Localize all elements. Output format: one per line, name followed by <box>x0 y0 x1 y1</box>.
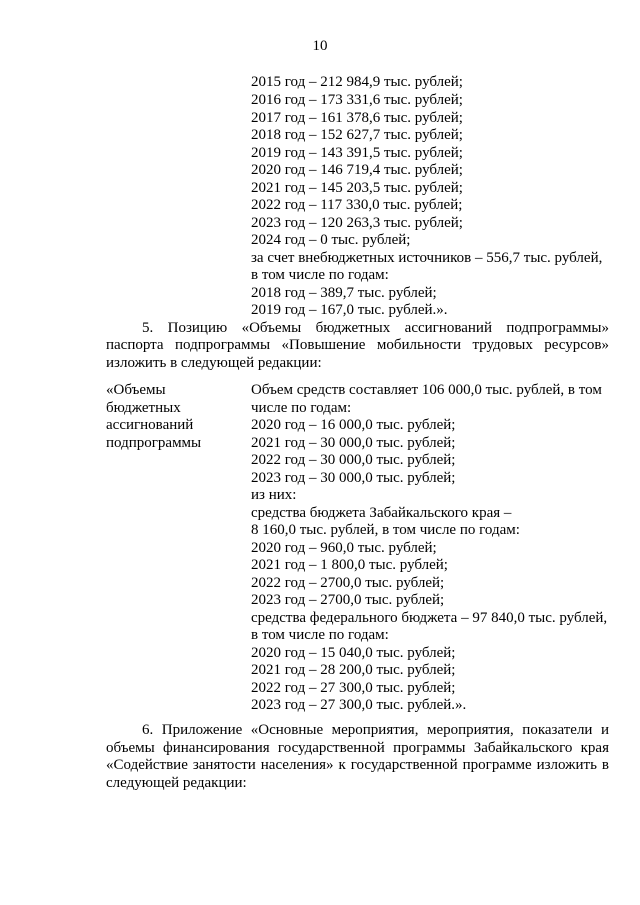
intro-line: 2019 год – 167,0 тыс. рублей.». <box>251 302 448 318</box>
intro-line: 2020 год – 146 719,4 тыс. рублей; <box>251 162 463 178</box>
intro-line: 2016 год – 173 331,6 тыс. рублей; <box>251 92 463 108</box>
intro-line: 2017 год – 161 378,6 тыс. рублей; <box>251 110 463 126</box>
item6-line-4: следующей редакции: <box>106 775 247 791</box>
intro-line: 2019 год – 143 391,5 тыс. рублей; <box>251 145 463 161</box>
intro-line: в том числе по годам: <box>251 267 389 283</box>
intro-line: 2018 год – 152 627,7 тыс. рублей; <box>251 127 463 143</box>
intro-line: 2022 год – 117 330,0 тыс. рублей; <box>251 197 463 213</box>
intro-line: 2015 год – 212 984,9 тыс. рублей; <box>251 74 463 90</box>
intro-line: за счет внебюджетных источников – 556,7 тыс. рублей, <box>251 250 603 266</box>
intro-line: 2024 год – 0 тыс. рублей; <box>251 232 411 248</box>
intro-line: 2021 год – 145 203,5 тыс. рублей; <box>251 180 463 196</box>
intro-line: 2018 год – 389,7 тыс. рублей; <box>251 285 437 301</box>
item5-line-1: 5. Позицию «Объемы бюджетных ассигнований подпрограммы» <box>142 320 609 336</box>
item6-line-2: объемы финансирования государственной программы Забайкальского края <box>106 740 609 756</box>
item5-line-2: паспорта подпрограммы «Повышение мобильности трудовых ресурсов» <box>106 337 609 353</box>
intro-line: 2023 год – 120 263,3 тыс. рублей; <box>251 215 463 231</box>
item6-line-1: 6. Приложение «Основные мероприятия, мероприятия, показатели и <box>142 722 609 738</box>
page-number: 10 <box>312 38 328 54</box>
item6-line-3: «Содействие занятости населения» к государственной программе изложить в <box>106 757 609 773</box>
item5-line-3: изложить в следующей редакции: <box>106 355 322 371</box>
